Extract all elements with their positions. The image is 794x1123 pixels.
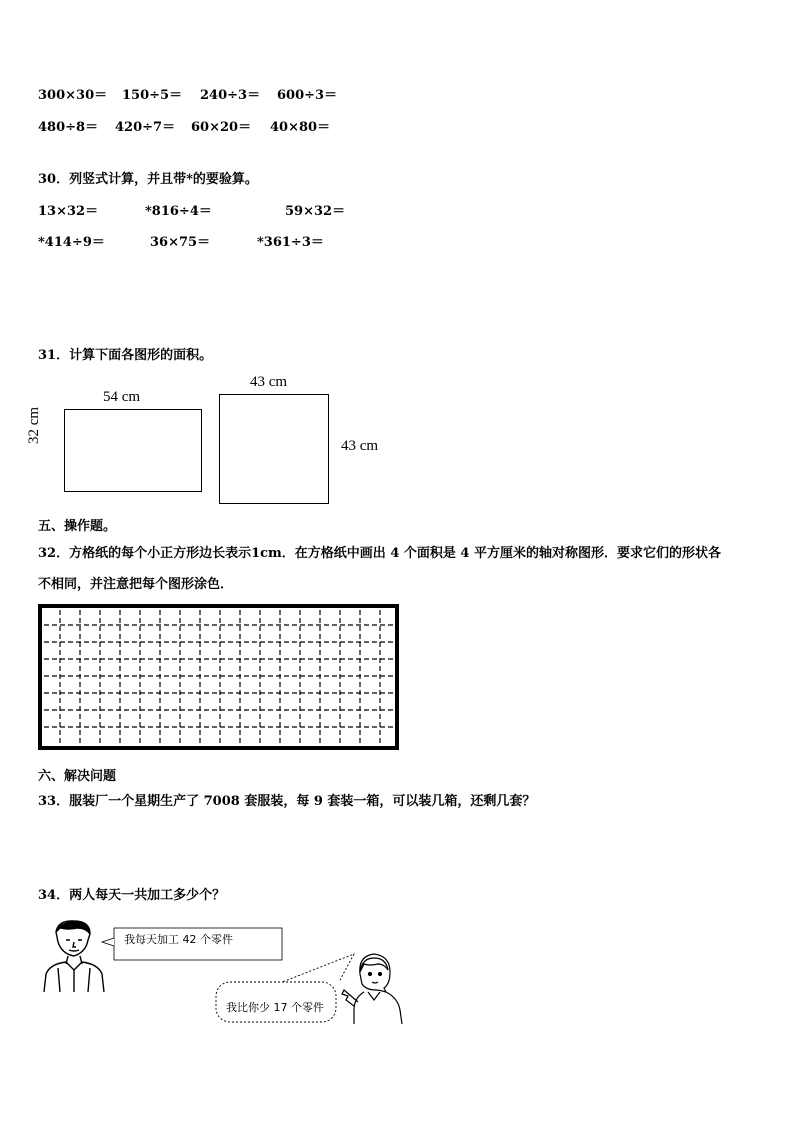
section-5-heading: 五、操作题。 bbox=[38, 519, 117, 534]
q30-calc-6: *361÷3＝ bbox=[257, 235, 324, 250]
calc-1-2: 150÷5＝ bbox=[122, 88, 183, 103]
grid-paper[interactable] bbox=[38, 604, 400, 750]
q30-calc-4: *414÷9＝ bbox=[38, 235, 105, 250]
calc-1-3: 240÷3＝ bbox=[200, 88, 261, 103]
section-6-heading: 六、解决问题 bbox=[38, 769, 117, 784]
q30-calc-1: 13×32＝ bbox=[38, 204, 99, 219]
q32-line-2: 不相同，并注意把每个图形涂色． bbox=[38, 577, 234, 592]
square-side-label: 43 cm bbox=[341, 438, 379, 454]
q30-title: 30．列竖式计算，并且带*的要验算。 bbox=[38, 172, 258, 187]
rect-width-label: 54 cm bbox=[103, 389, 141, 405]
calc-2-2: 420÷7＝ bbox=[115, 120, 176, 135]
q31-title: 31．计算下面各图形的面积。 bbox=[38, 348, 213, 363]
calc-1-1: 300×30＝ bbox=[38, 88, 108, 103]
square-figure bbox=[219, 394, 329, 504]
square-top-label: 43 cm bbox=[250, 374, 288, 390]
q30-calc-5: 36×75＝ bbox=[150, 235, 211, 250]
calc-2-4: 40×80＝ bbox=[270, 120, 331, 135]
girl-illustration bbox=[340, 950, 412, 1024]
q32-line-1: 32．方格纸的每个小正方形边长表示1cm．在方格纸中画出 4 个面积是 4 平方厘米的轴对称图形．要求它们的形状各 bbox=[38, 546, 722, 561]
q30-calc-3: 59×32＝ bbox=[285, 204, 346, 219]
girl-speech-text: 我比你少 17 个零件 bbox=[226, 1001, 324, 1014]
q33-text: 33．服装厂一个星期生产了 7008 套服装，每 9 套装一箱，可以装几箱，还剩几套？ bbox=[38, 794, 536, 809]
q30-calc-2: *816÷4＝ bbox=[145, 204, 212, 219]
calc-2-3: 60×20＝ bbox=[191, 120, 252, 135]
man-speech-text: 我每天加工 42 个零件 bbox=[124, 933, 233, 946]
calc-2-1: 480÷8＝ bbox=[38, 120, 99, 135]
calc-1-4: 600÷3＝ bbox=[277, 88, 338, 103]
rect-height-label: 32 cm bbox=[26, 406, 42, 444]
q34-title: 34．两人每天一共加工多少个？ bbox=[38, 888, 226, 903]
rectangle-figure bbox=[64, 409, 202, 492]
